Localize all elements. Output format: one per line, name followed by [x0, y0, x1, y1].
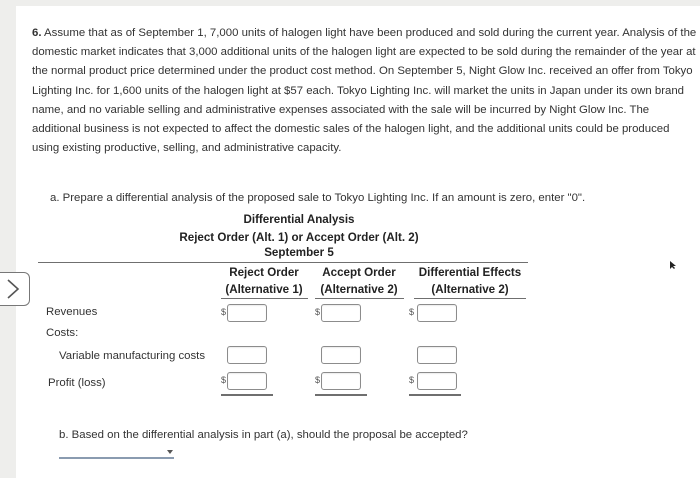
currency-symbol: $: [409, 375, 415, 385]
revenues-diff-input[interactable]: [417, 304, 457, 322]
column-header-accept: [312, 264, 406, 298]
mouse-pointer-icon: [669, 260, 677, 270]
row-label-costs: Costs:: [46, 327, 79, 339]
row-label-revenues: Revenues: [46, 306, 98, 318]
column-rule: [315, 298, 404, 299]
analysis-date: September 5: [264, 246, 334, 259]
total-underline: [315, 394, 367, 396]
revenues-alt1-input[interactable]: [227, 304, 267, 322]
question-body: Assume that as of September 1, 7,000 units of halogen light have been produced and sold during the current year. Analysis of the domestic market indicates that 3,000 additional units of the halogen light are expected to be sold during the remainder of the year at the normal product price determined under the product cost method. On September 5, Night Glow Inc. received an offer from Tokyo Lighting Inc. for 1,600 units of the halogen light at $57 each. Tokyo Lighting Inc. will market the units in Japan under its own brand name, and no variable selling and administrative expenses associated with the sale will be incurred by Night Glow Inc. The additional business is not expected to affect the domestic sales of the halogen light, and the additional units could be produced using existing productive, selling, and administrative capacity.: [32, 27, 697, 155]
variable-costs-diff-input[interactable]: [417, 346, 457, 364]
question-number: 6.: [32, 27, 42, 39]
total-underline: [221, 394, 273, 396]
column-header-reject: [218, 264, 310, 298]
variable-costs-alt2-input[interactable]: [321, 346, 361, 364]
question-panel: [16, 6, 700, 478]
row-label-variable-costs: Variable manufacturing costs: [59, 350, 206, 362]
question-text: [32, 24, 698, 158]
column-rule: [414, 298, 526, 299]
column-header-line1: Differential Effects: [418, 266, 522, 279]
column-header-line1: Reject Order: [229, 266, 299, 279]
part-b-prompt: b. Based on the differential analysis in part (a), should the proposal be accepted?: [59, 429, 468, 441]
total-underline: [409, 394, 461, 396]
currency-symbol: $: [315, 375, 321, 385]
currency-symbol: $: [315, 307, 321, 317]
column-header-line2: (Alternative 2): [320, 283, 398, 296]
header-rule: [38, 262, 528, 263]
profit-alt1-input[interactable]: [227, 372, 267, 390]
column-header-line1: Accept Order: [322, 266, 396, 279]
column-header-line2: (Alternative 1): [225, 283, 303, 296]
part-a-prompt: a. Prepare a differential analysis of the proposed sale to Tokyo Lighting Inc. If an amount is zero, enter "0".: [50, 192, 586, 204]
column-header-differential: [411, 264, 529, 298]
profit-alt2-input[interactable]: [321, 372, 361, 390]
profit-diff-input[interactable]: [417, 372, 457, 390]
row-label-profit: Profit (loss): [48, 377, 106, 389]
accept-proposal-dropdown[interactable]: [59, 446, 174, 459]
variable-costs-alt1-input[interactable]: [227, 346, 267, 364]
analysis-title: Differential Analysis: [243, 213, 355, 226]
chevron-right-icon: [4, 278, 22, 300]
currency-symbol: $: [221, 307, 227, 317]
revenues-alt2-input[interactable]: [321, 304, 361, 322]
analysis-subtitle: Reject Order (Alt. 1) or Accept Order (Alt. 2): [179, 231, 419, 244]
dropdown-arrow-icon: [167, 450, 173, 454]
currency-symbol: $: [409, 307, 415, 317]
currency-symbol: $: [221, 375, 227, 385]
column-rule: [221, 298, 308, 299]
column-header-line2: (Alternative 2): [431, 283, 509, 296]
collapse-panel-button[interactable]: [0, 272, 30, 306]
